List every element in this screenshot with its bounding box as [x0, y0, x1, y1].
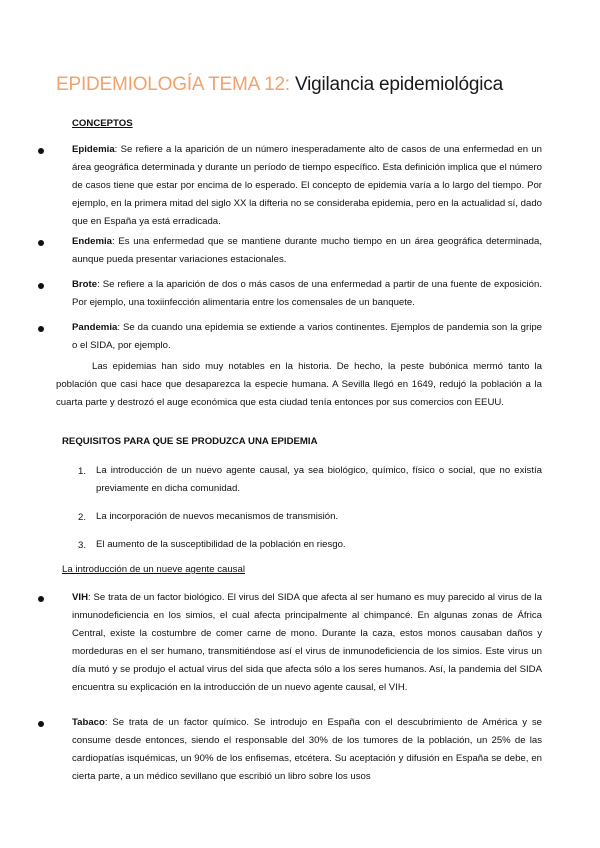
bullet-icon	[38, 148, 44, 154]
requisitos-heading: REQUISITOS PARA QUE SE PRODUZCA UNA EPIDEMIA	[62, 436, 318, 447]
concept-epidemia	[72, 141, 542, 231]
concept-endemia	[72, 233, 542, 269]
concept-text: : Se refiere a la aparición de dos o más casos de una enfermedad a partir de una fuente de exposición. Por ejemplo, una toxiinfección alimentaria entre los comensales de un banquete.	[72, 279, 542, 308]
title-accent: EPIDEMIOLOGÍA TEMA 12:	[56, 74, 290, 95]
list-number: 3.	[78, 540, 87, 551]
agent-tabaco	[72, 714, 542, 786]
bullet-icon	[38, 596, 44, 602]
requisito-item: La incorporación de nuevos mecanismos de transmisión.	[96, 511, 339, 522]
concept-text: : Se refiere a la aparición de un número inesperadamente alto de casos de una enfermedad en un área geográfica determinada y durante un período de tiempo específico. Esta definición implica que el número de casos tiene que estar por encima de lo esperado. El concepto de epidemia varía a lo largo del tiempo. Por ejemplo, en la primera mitad del siglo XX la difteria no se consideraba epidemia, pero en la actualidad sí, dado que en España ya está erradicada.	[72, 144, 542, 227]
concept-pandemia	[72, 319, 542, 355]
agent-vih	[72, 589, 542, 697]
concept-text: : Se da cuando una epidemia se extiende a varios continentes. Ejemplos de pandemia son la gripe o el SIDA, por ejemplo.	[72, 322, 542, 351]
concept-brote	[72, 276, 542, 312]
history-paragraph: Las epidemias han sido muy notables en la historia. De hecho, la peste bubónica mermó tanto la población que casi hace que desaparezca la especie humana. A Sevilla llegó en 1649, redujó la población a la cuarta parte y destrozó el auge económica que esta ciudad tenía entonces por sus comercios con EEUU.	[56, 361, 542, 408]
agent-term: Tabaco	[72, 717, 105, 728]
concept-term: Epidemia	[72, 144, 115, 155]
agent-text: : Se trata de un factor químico. Se introdujo en España con el descubrimiento de América y se consume desde entonces, siendo el responsable del 30% de los tumores de la población, un 25% de las cardiopatías isquémicas, un 90% de los enfisemas, etcétera. Su aceptación y difusión en España se debe, en cierta parte, a un médico sevillano que escribió un libro sobre los usos	[72, 717, 542, 782]
title-rest: Vigilancia epidemiológica	[289, 74, 503, 95]
agent-text: : Se trata de un factor biológico. El virus del SIDA que afecta al ser humano es muy parecido al virus de la inmunodeficiencia en los simios, el cual afecta principalmente al chimpancé. En algunas zonas de África Central, existe la costumbre de comer carne de mono. Durante la caza, estos monos causaban daños y mordeduras en el ser humano, transmitiéndose así el virus de inmunodeficiencia de los simios. Este virus un día mutó y se produjo el actual virus del sida que afecta sólo a los seres humanos. Así, la pandemia del SIDA encuentra su explicación en la introducción de un nuevo agente causal, el VIH.	[72, 592, 542, 693]
concept-text: : Es una enfermedad que se mantiene durante mucho tiempo en un área geográfica determinada, aunque pueda presentar variaciones estacionales.	[72, 236, 542, 265]
agent-term: VIH	[72, 592, 88, 603]
conceptos-heading: CONCEPTOS	[72, 118, 133, 129]
concept-term: Pandemia	[72, 322, 118, 333]
bullet-icon	[38, 240, 44, 246]
concept-term: Brote	[72, 279, 98, 290]
page-title	[56, 74, 503, 96]
concept-term: Endemia	[72, 236, 112, 247]
bullet-icon	[38, 283, 44, 289]
requisito-item: La introducción de un nuevo agente causal, ya sea biológico, químico, físico o social, que no existía previamente en dicha comunidad.	[96, 465, 542, 494]
list-number: 1.	[78, 466, 87, 477]
introduccion-heading: La introducción de un nueve agente causal	[62, 564, 245, 575]
list-number: 2.	[78, 512, 87, 523]
requisito-item: El aumento de la susceptibilidad de la población en riesgo.	[96, 539, 346, 550]
bullet-icon	[38, 721, 44, 727]
bullet-icon	[38, 326, 44, 332]
